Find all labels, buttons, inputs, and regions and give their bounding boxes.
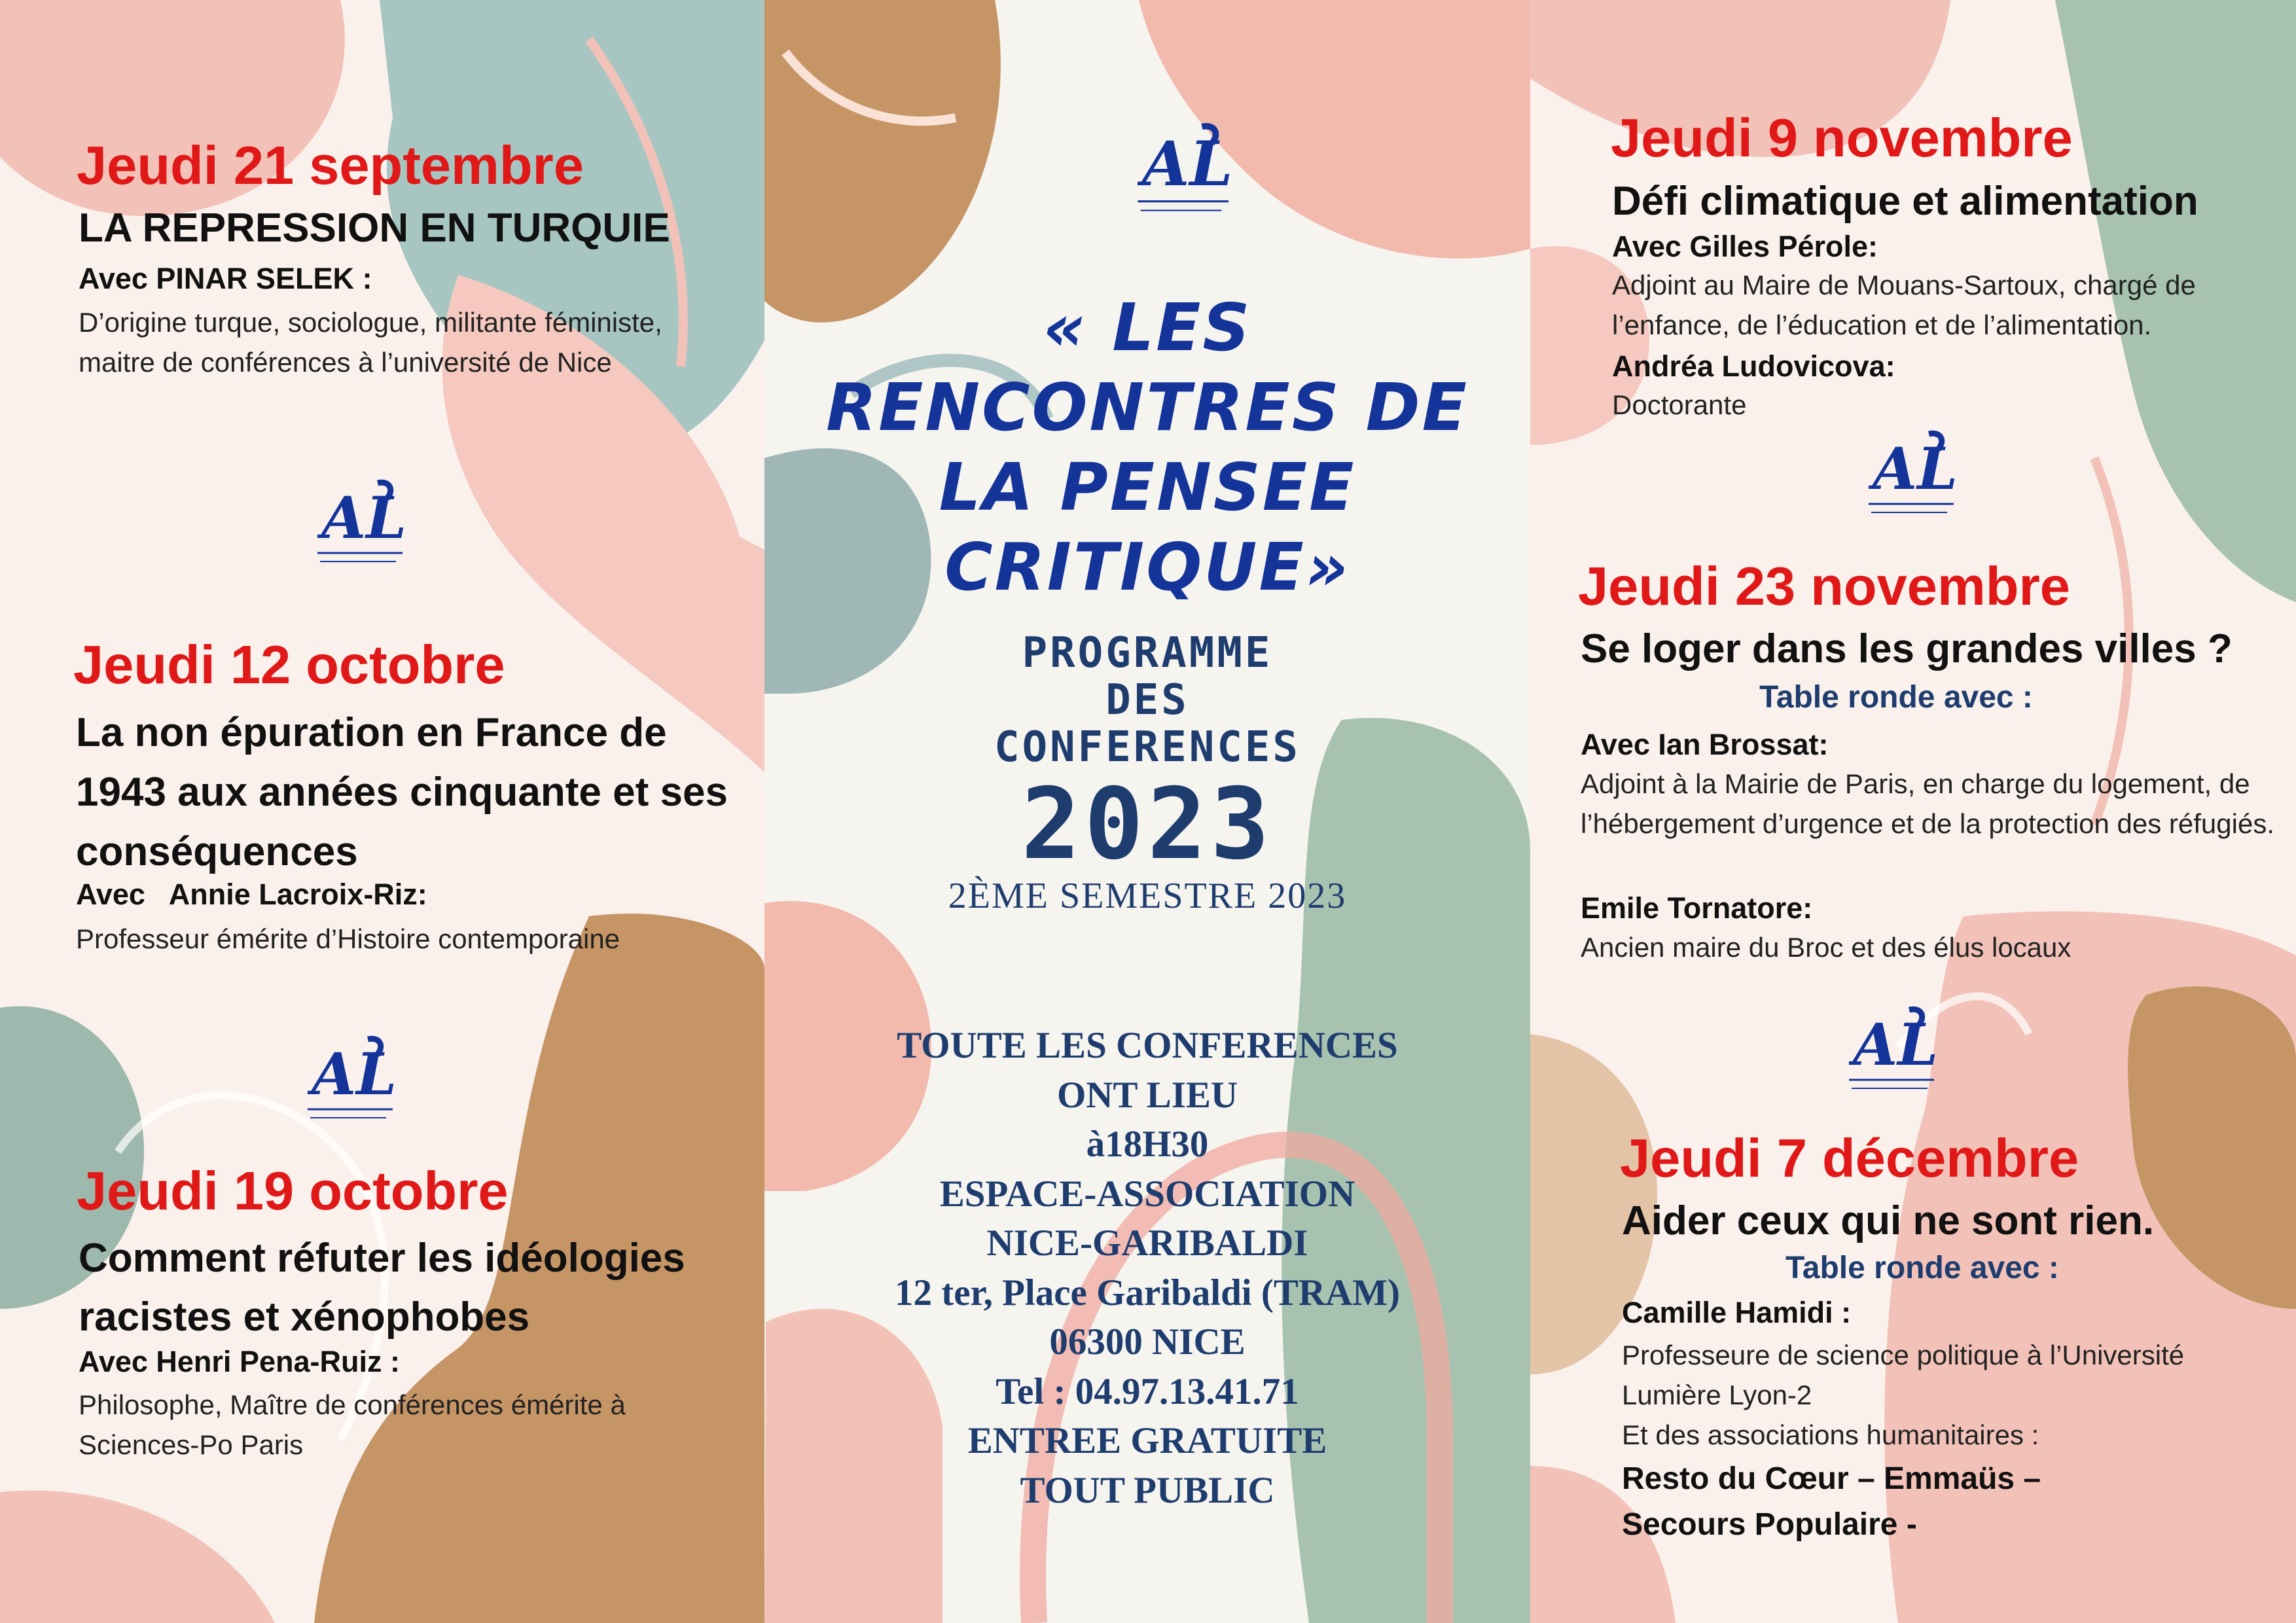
programme-semester: 2ÈME SEMESTRE 2023 (948, 876, 1347, 916)
al-logo-icon (1849, 1005, 1941, 1106)
svg-text:AL: AL (312, 1040, 397, 1108)
event-title: Se loger dans les grandes villes ? (1581, 626, 2233, 671)
venue-line: 06300 NICE (1049, 1321, 1246, 1363)
right-panel (1530, 0, 2296, 1623)
event-description: Adjoint à la Mairie de Paris, en charge du logement, de l’hébergement d’urgence et de la protection des réfugiés. (1581, 768, 2275, 839)
table-ronde-label: Table ronde avec : (1759, 680, 2033, 715)
main-title: « LES RENCONTRES DE LA PENSEE CRITIQUE» (826, 289, 1469, 605)
event-speaker: Andréa Ludovicova: (1612, 349, 1895, 383)
svg-text:AL: AL (1141, 128, 1233, 201)
event-date: Jeudi 23 novembre (1578, 556, 2070, 616)
programme-line: PROGRAMME (1022, 629, 1273, 677)
event-speaker: Avec PINAR SELEK : (79, 262, 372, 295)
svg-text:AL: AL (321, 484, 407, 552)
al-logo-icon (1869, 429, 1960, 530)
event-description: Ancien maire du Broc et des élus locaux (1581, 932, 2072, 963)
event-speaker: Camille Hamidi : (1622, 1296, 1852, 1329)
event-speaker: Avec Annie Lacroix-Riz: (76, 878, 427, 911)
programme-year: 2023 (1021, 768, 1274, 882)
al-logo-icon (317, 478, 409, 579)
event-description: Adjoint au Maire de Mouans-Sartoux, chargé de l’enfance, de l’éducation et de l’alimentation. (1612, 270, 2196, 340)
event-description: Philosophe, Maître de conférences émérite à Sciences-Po Paris (79, 1389, 626, 1460)
svg-text:AL: AL (1873, 435, 1958, 503)
event-date: Jeudi 21 septembre (77, 135, 584, 196)
venue-line: 12 ter, Place Garibaldi (TRAM) (894, 1272, 1400, 1313)
al-logo-icon (1138, 121, 1236, 229)
venue-line: ESPACE-ASSOCIATION (939, 1173, 1355, 1215)
association-list: Secours Populaire - (1622, 1507, 1917, 1542)
event-description: Doctorante (1612, 389, 1747, 420)
programme-heading (764, 630, 1530, 771)
venue-phone: Tel : 04.97.13.41.71 (996, 1370, 1299, 1412)
event-title: Comment réfuter les idéologies racistes et xénophobes (79, 1236, 685, 1340)
event-date: Jeudi 7 décembre (1620, 1128, 2079, 1188)
venue-line: TOUTE LES CONFERENCES (897, 1025, 1398, 1066)
event-title: Défi climatique et alimentation (1612, 179, 2198, 224)
left-panel (0, 0, 764, 1623)
event-description: Et des associations humanitaires : (1622, 1419, 2039, 1450)
venue-line: NICE-GARIBALDI (986, 1222, 1308, 1264)
table-ronde-label: Table ronde avec : (1785, 1251, 2059, 1285)
venue-line: ENTREE GRATUITE (967, 1420, 1327, 1461)
programme-line: DES (1105, 676, 1189, 724)
event-speaker: Avec Ian Brossat: (1581, 728, 1829, 761)
event-description: Professeure de science politique à l’Université Lumière Lyon-2 (1622, 1340, 2185, 1410)
event-date: Jeudi 12 octobre (73, 634, 505, 695)
event-title: LA REPRESSION EN TURQUIE (79, 205, 670, 251)
venue-line: à18H30 (1086, 1124, 1209, 1165)
svg-text:AL: AL (1853, 1010, 1939, 1079)
event-speaker: Emile Tornatore: (1581, 891, 1813, 925)
venue-line: ONT LIEU (1056, 1074, 1238, 1116)
association-list: Resto du Cœur – Emmaüs – (1622, 1461, 2041, 1496)
event-date: Jeudi 9 novembre (1611, 107, 2073, 168)
event-speaker: Avec Gilles Pérole: (1612, 230, 1878, 263)
al-logo-icon (308, 1034, 399, 1135)
event-description: D’origine turque, sociologue, militante féministe, maitre de conférences à l’université de Nice (79, 307, 662, 378)
programme-line: CONFERENCES (994, 723, 1300, 772)
event-title: La non épuration en France de 1943 aux années cinquante et ses conséquences (76, 710, 728, 874)
event-title: Aider ceux qui ne sont rien. (1622, 1198, 2155, 1243)
event-description: Professeur émérite d’Histoire contemporaine (76, 923, 620, 954)
venue-info (764, 1021, 1530, 1515)
venue-line: TOUT PUBLIC (1020, 1469, 1275, 1511)
event-date: Jeudi 19 octobre (77, 1160, 509, 1221)
event-speaker: Avec Henri Pena-Ruiz : (79, 1345, 400, 1378)
